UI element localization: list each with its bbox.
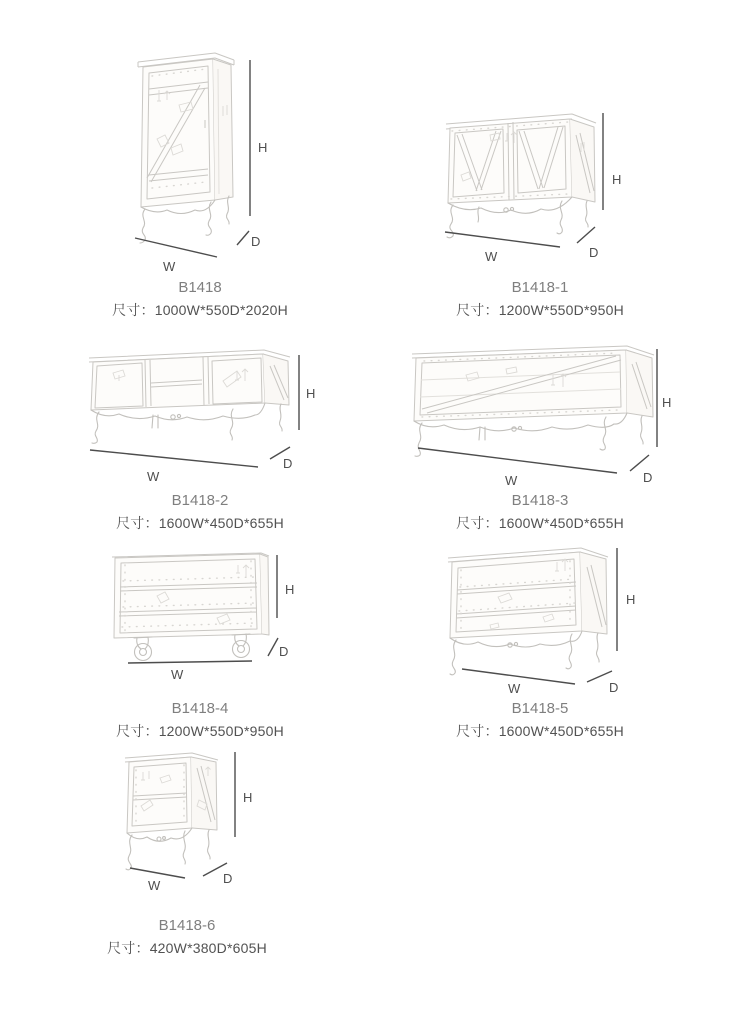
b1418-3-tv-cabinet-drawing: [410, 345, 674, 490]
product-caption-b1418: [65, 277, 335, 321]
height-label: H: [662, 395, 672, 410]
furniture-sketch: [448, 548, 608, 638]
dimensions-text: 尺寸：1200W*550D*950H: [116, 723, 284, 739]
product-caption-b1418-1: [405, 277, 675, 321]
depth-dimension-line: [237, 231, 249, 245]
width-dimension-line: [418, 448, 617, 473]
product-caption-b1418-5: [405, 698, 675, 742]
dimensions-text: 尺寸：1200W*550D*950H: [456, 302, 624, 318]
dimensions-text: 尺寸：420W*380D*605H: [107, 940, 267, 956]
height-label: H: [243, 790, 253, 805]
b1418-6-nightstand-drawing: [115, 748, 260, 893]
width-dimension-line: [135, 238, 217, 257]
depth-label: D: [609, 680, 619, 695]
furniture-sketch: [412, 346, 654, 421]
legs-and-apron: [126, 828, 210, 870]
b1418-tall-cabinet-drawing: [105, 42, 285, 274]
dimensions-text: 尺寸：1000W*550D*2020H: [112, 302, 288, 318]
depth-label: D: [279, 644, 289, 659]
depth-label: D: [589, 245, 599, 260]
legs-and-apron: [450, 631, 599, 675]
b1418-5-chest-drawing: [440, 545, 640, 695]
b1418-4-chest-on-wheels-drawing: [105, 550, 305, 685]
model-number: B1418: [178, 279, 222, 296]
furniture-sketch: [446, 114, 596, 203]
width-label: W: [505, 473, 518, 488]
model-number: B1418-4: [171, 700, 229, 717]
model-number: B1418-6: [158, 917, 216, 934]
depth-label: D: [643, 470, 653, 485]
dimensions-text: 尺寸：1600W*450D*655H: [456, 515, 624, 531]
product-caption-b1418-3: [405, 490, 675, 534]
width-label: W: [171, 667, 184, 682]
furniture-sketch: [125, 753, 218, 833]
depth-dimension-line: [577, 227, 595, 243]
width-dimension-line: [90, 450, 258, 467]
dimensions-text: 尺寸：1600W*450D*655H: [116, 515, 284, 531]
depth-dimension-line: [630, 455, 649, 471]
product-caption-b1418-4: [65, 698, 335, 742]
height-label: H: [612, 172, 622, 187]
width-dimension-line: [128, 661, 252, 663]
depth-label: D: [283, 456, 293, 471]
width-label: W: [147, 469, 160, 484]
width-label: W: [148, 878, 161, 893]
depth-label: D: [251, 234, 261, 249]
width-label: W: [163, 259, 176, 274]
width-dimension-line: [445, 232, 560, 247]
height-label: H: [306, 386, 316, 401]
model-number: B1418-2: [171, 492, 229, 509]
width-dimension-line: [130, 868, 185, 878]
legs-and-apron: [447, 197, 588, 238]
b1418-2-tv-cabinet-drawing: [85, 345, 315, 485]
b1418-1-sideboard-drawing: [435, 105, 630, 265]
product-caption-b1418-6: [52, 915, 322, 959]
height-label: H: [285, 582, 295, 597]
width-label: W: [508, 681, 521, 696]
width-label: W: [485, 249, 498, 264]
height-label: H: [626, 592, 636, 607]
product-caption-b1418-2: [65, 490, 335, 534]
caster-wheels: [134, 634, 250, 661]
dimensions-text: 尺寸：1600W*450D*655H: [456, 723, 624, 739]
depth-dimension-line: [268, 638, 278, 656]
model-number: B1418-1: [511, 279, 569, 296]
model-number: B1418-3: [511, 492, 569, 509]
model-number: B1418-5: [511, 700, 569, 717]
depth-label: D: [223, 871, 233, 886]
height-label: H: [258, 140, 268, 155]
